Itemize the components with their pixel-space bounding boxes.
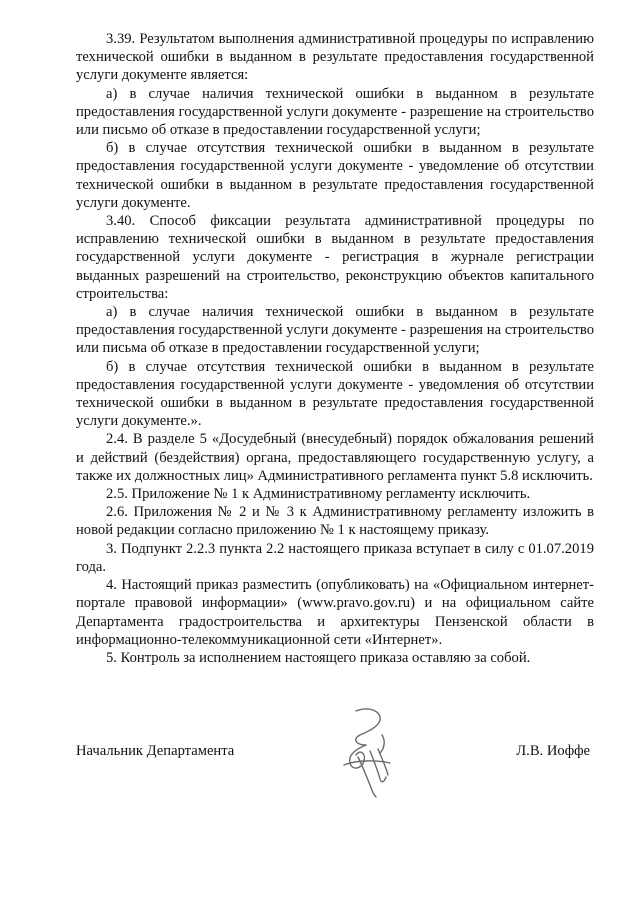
paragraph-2-6: 2.6. Приложения № 2 и № 3 к Административному регламенту изложить в новой редакции согласно приложению № 1 к настоящему приказу. (76, 504, 594, 539)
paragraph-2-5: 2.5. Приложение № 1 к Административному регламенту исключить. (106, 486, 531, 503)
paragraph-5: 5. Контроль за исполнением настоящего приказа оставляю за собой. (106, 649, 531, 666)
paragraph-4: 4. Настоящий приказ разместить (опубликовать) на «Официальном интернет-портале правовой информации» (www.pravo.gov.ru) и на официальном сайте Департамента градостроительства и архитектуры Пензенской области в информационно-телекоммуникационной сети «Интернет». (76, 577, 594, 648)
document-body (76, 30, 594, 667)
paragraph-3: 3. Подпункт 2.2.3 пункта 2.2 настоящего приказа вступает в силу с 01.07.2019 года. (76, 540, 594, 575)
paragraph-3-39-a: а) в случае наличия технической ошибки в выданном в результате предоставления государственной услуги документе - разрешение на строительство или письмо об отказе в предоставлении государственной услуги; (76, 85, 594, 139)
paragraph-3-40: 3.40. Способ фиксации результата административной процедуры по исправлению технической ошибки в выданном в результате предоставления государственной услуги документе - регистрация в журнале регистрации выданных разрешений на строительство, реконструкцию объектов капитального строительства: (76, 213, 594, 302)
paragraph-3-40-a: а) в случае наличия технической ошибки в выданном в результате предоставления государственной услуги документе - разрешения на строительство или письма об отказе в предоставлении государственной услуги; (76, 304, 594, 357)
paragraph-3-39: 3.39. Результатом выполнения административной процедуры по исправлению технической ошибки в выданном в результате предоставления государственной услуги документе является: (76, 31, 594, 84)
paragraph-3-40-b: б) в случае отсутствия технической ошибки в выданном в результате предоставления государственной услуги документе - уведомления об отсутствии технической ошибки в выданном в результате предоставления государственной услуги документе.». (76, 358, 594, 430)
signature-block (76, 742, 594, 782)
paragraph-2-4: 2.4. В разделе 5 «Досудебный (внесудебный) порядок обжалования решений и действий (бездействия) органа, предоставляющего государственную услугу, а также их должностных лиц» Административного регламента пункт 5.8 исключить. (76, 431, 594, 484)
signatory-position: Начальник Департамента (76, 743, 235, 759)
signatory-name: Л.В. Иоффе (516, 743, 590, 759)
paragraph-3-39-b: б) в случае отсутствия технической ошибки в выданном в результате предоставления государственной услуги документе - уведомление об отсутствии технической ошибки в выданном в результате предоставления государственной услуги документе. (76, 140, 594, 211)
